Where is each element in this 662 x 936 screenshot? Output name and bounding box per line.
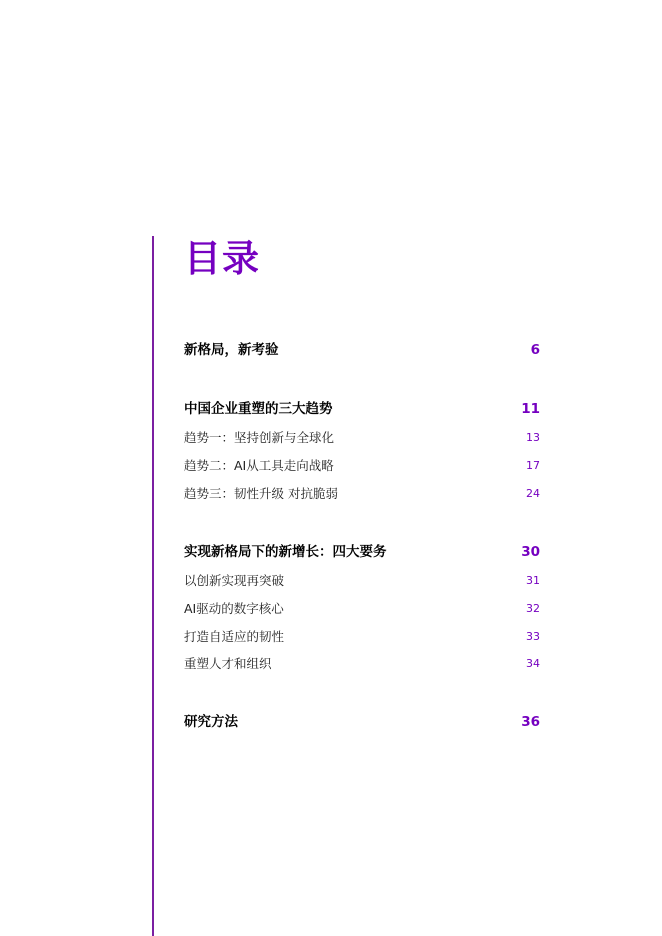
toc-entry-trend-3[interactable] — [184, 482, 540, 506]
toc-entry-trend-1[interactable] — [184, 426, 540, 450]
toc-entry-page: 33 — [526, 630, 540, 643]
toc-entry-label: 趋势二：AI从工具走向战略 — [184, 458, 334, 473]
toc-entry-section-4[interactable] — [184, 710, 540, 734]
toc-entry-page: 36 — [521, 714, 540, 730]
toc-entry-label: 重塑人才和组织 — [184, 656, 272, 671]
toc-entry-priority-2[interactable] — [184, 597, 540, 621]
toc-entry-label: 新格局，新考验 — [184, 342, 279, 358]
toc-entry-label: 中国企业重塑的三大趋势 — [184, 401, 333, 417]
toc-entry-priority-4[interactable] — [184, 652, 540, 676]
toc-entry-label: 以创新实现再突破 — [184, 573, 285, 588]
vertical-accent-rule — [152, 236, 154, 936]
toc-entry-label: 趋势三：韧性升级 对抗脆弱 — [184, 486, 338, 501]
toc-entry-page: 31 — [526, 574, 540, 587]
toc-entry-page: 11 — [521, 401, 540, 417]
toc-entry-page: 13 — [526, 431, 540, 444]
toc-entry-priority-3[interactable] — [184, 625, 540, 649]
toc-entry-page: 32 — [526, 602, 540, 615]
toc-entry-section-2[interactable] — [184, 397, 540, 421]
toc-entry-trend-2[interactable] — [184, 454, 540, 478]
page-title: 目录 — [184, 237, 260, 280]
toc-entry-section-1[interactable] — [184, 338, 540, 362]
toc-entry-label: 研究方法 — [184, 714, 238, 730]
toc-entry-page: 30 — [521, 544, 540, 560]
toc-entry-section-3[interactable] — [184, 540, 540, 564]
toc-entry-label: AI驱动的数字核心 — [184, 601, 284, 616]
toc-entry-page: 34 — [526, 657, 540, 670]
toc-entry-page: 17 — [526, 459, 540, 472]
toc-entry-label: 实现新格局下的新增长：四大要务 — [184, 544, 387, 560]
toc-entry-page: 24 — [526, 487, 540, 500]
toc-entry-priority-1[interactable] — [184, 569, 540, 593]
toc-entry-page: 6 — [530, 342, 540, 358]
toc-entry-label: 打造自适应的韧性 — [184, 629, 285, 644]
toc-entry-label: 趋势一：坚持创新与全球化 — [184, 430, 335, 445]
